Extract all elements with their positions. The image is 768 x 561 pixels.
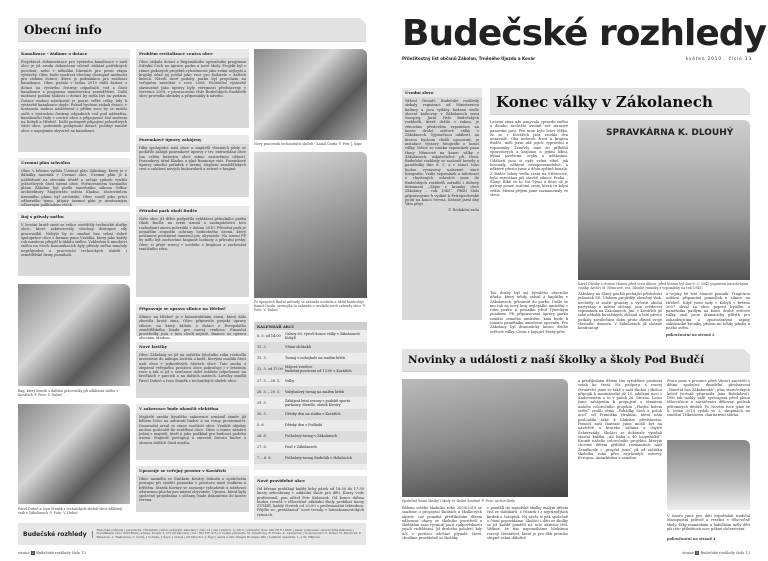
imprint — [18, 523, 366, 545]
school-text: Proto jsme v prosinci před Vánoci nacvičili s dětmi společné divadelní představení „Vánoční hra Zákolanská“, plus staročeských koled (scénář připravila Jana Bohdalová). Děti tak mohly nalít vystoupení před plnou tělocvičnou a návštěvníci děkovný potlesk přítomných diváků. Po Novém roce jsme se 6. ledna 2010 vydali ve 2. skupinách na tradiční Tříkrálovou charitativní sbírku. — [667, 379, 750, 418]
imprint-text: Budečské rozhledy | periodicita: čtvrtletník | místo vydávání: Zákolany | číslo 13 | den vydání 5. 5. 2010 | evidenční číslo: MK ČR E 19566 | název vydavatele: Obecní úřad Zákolany | identifikační číslo: 00818640 | adresa: Kováry 3, 273 28 Zákolany | tel.: 602 837 975 | k vydání připravili: M. Armstrong, R. Erban, K. Langerová | ve spolupráci: V. Dubeč, H. Miroková, P. Bekešová, L. Waldeková, V. Černý, J. Votípka, J. Šupr, J. Dobeš | Art Director: J. Šupr | sazba a tisk: Integra Boutique 080 | redakční uzávěrka: 1. a 30. Häjková — [96, 527, 362, 539]
calendar-event — [285, 356, 345, 360]
calendar-event — [285, 412, 341, 416]
event-note: Kobylí — [285, 335, 296, 340]
calendar-date: 7. – 8. 8. — [257, 456, 272, 461]
calendar-row — [254, 375, 367, 386]
calendar-date: 5. 6. — [257, 423, 265, 428]
photo-kids — [402, 379, 568, 497]
photo-three-kings — [667, 440, 750, 510]
photo-caption: Společné hraní školky i školy ve školní družině ® Foto: archiv školy — [402, 499, 516, 503]
calendar-event — [285, 423, 322, 427]
event-name: Dětský den na statku v Kovářích — [285, 412, 341, 417]
calendar-event — [285, 390, 344, 394]
lead-col4 — [666, 292, 750, 342]
article-title: Problém revitalizace centra obce — [136, 49, 249, 58]
lead-text: a vojsky 66 letá činnost pomník. Tragickou událost připomíná pomníček u silnice na Hřebeč. Když jsem tady v Kobylí v květnu 2007 slíval za obec poprvé kytičku u pamětníku padlým na konci druhé světové války, znal jsem dramatický příběh pro zahanbujícími a zpustošenými zápisy zakolanské kroniky, přitom mi tehdy jakoby a jiného světa. — [666, 292, 750, 331]
event-name: Zahájení letní sezony v podobě sportu — [285, 398, 351, 403]
article-text: Obec v březnu vydala Územní plán Zákolany, který je v dálnilky nazvánk v Územní obci. Územní plán je k nahlédnutí na obecním úřadě a určuje způsob využití jednotlivých částí území obce. Pořizovatelem územního plánu Zákolan byl podle stavebního zákona Odbor architektury Magistrátu města Kladna, zhotovitelem územního plánu byl architekt. Obec soudí jako práci odborného týmu, přijatý územní plán je nezávazným odborným podkladem všech. — [21, 169, 127, 208]
photo-snow-tractor — [18, 284, 130, 386]
intro-box — [402, 88, 482, 320]
calendar-row — [254, 420, 367, 431]
article-text: Obec nasměla se Statkem Kováry dohodu o společném postupu při využití pozemku v prostoru mezi statkem a hřištěm. Statek Kováry se zavazuje vybudovat a udržovat odstavnou plochu pro místní obyvatele. Úprava, která byla společně projednána s občany, bude dokončena do konce června. — [139, 477, 246, 503]
calendar-title: KALENDÁŘ AKCÍ — [254, 322, 367, 330]
calendar-row — [254, 442, 367, 453]
event-name: Pouť v Zákolanech — [285, 445, 317, 450]
school-text: a předškolním dětem tím vytváříme pozitivní vztah ke čtení. Na podporu a rozvoj čtenářství jsme se také s naší školou i školou připojili k mezinárodní již 10. jubilejní noci s Andersenem a to v pátek 26. března. Letos jsme zahájením k propojení s tématem našeho celoročního projektu „Plavba kolem světa“ zvolili téma „Pohádky časů a poloh nocí“ od Františka Hrubína, která nám posloužila také k hlubším představám. Pomocí naší fantazie jsme mohli být na návštěvě u krutého sultána a chytré Šeherezády. Školáci se dokonale vyrobili vlastní knížku „Ali Baba a 40 loupežníků“. Kromě našeho celoročního projektu, kterým chceme dětem přiblížit rozmanitost naší Zeměkoule i „proplul jsme“ již od začátku školního roku přes nejrůznější ostrovy, Evropou, Antarktidou a zeměmi. — [578, 379, 662, 461]
calendar-date: 15. 5. — [257, 345, 267, 350]
masthead — [402, 13, 767, 72]
calendar-date: 26. 6. — [257, 434, 267, 439]
event-calendar — [254, 322, 367, 470]
article-lavicky — [136, 342, 249, 398]
event-name: Turnaj v nohejbale na malém hřišti — [285, 356, 346, 361]
photo-workers — [18, 404, 130, 504]
article-kovare — [136, 466, 249, 512]
calendar-row — [254, 330, 367, 342]
new-events — [254, 476, 367, 520]
calendar-row — [254, 353, 367, 364]
school-header — [402, 349, 750, 372]
page-issue: Budečské rozhledy číslo 13 — [700, 551, 750, 555]
calendar-date: 28. 5. – 29. 5. — [257, 389, 281, 394]
event-name: Volby — [285, 378, 295, 383]
event-name: Fotbalový turnaj v Zákolanech — [285, 434, 338, 439]
calendar-row — [254, 364, 367, 376]
school-text: v pondělí do mateřské školky malým dětem číst ze slabikářů, z čítanek i z nejrůznějších knížek a časopisů. Na závěr si pak společně o čtení popovídáme. Školáci i děti ze školky se již každé pondělí na tuto aktivitu těší. Věříme, že tím napomáháme hlubšímu rozvoji čtenářství, které je pro děti prvního stupně velmi důležité — [487, 506, 568, 541]
page-num: 3 — [695, 551, 699, 555]
page-label: strana — [18, 551, 30, 555]
intro-text: Vážení čtenáři, Budečské rozhledy získaly registraci od Ministerstva kultury a jsou vydány hodnou vedle obecní knihovny v Zákolanech mezi časopisy. Jarní číslo Budečských rozhledů, které držíte v rukou, je věnováno především vzpomínce na konec druhé světové války v Zákolanech. Výjimečnou událostí, na kterou bychom chtěli upozornit, je instalace výstavy fotografií o konci války. Velice se vzniku vzpomínek pana Hany Němcové na konec války v Zákolanech, uskutečněné při čtení. Budečské rozhledy se zaslouží besedy a pamětníky dne 8. 5. a v rámci toho budou vystaveny nalezené staré fotografie. Vedle vzpomínek a informací o chystaných oslavách jsme do Budečských rozhledů zařadili i dobový dokument „Zápis z kroniky obce Zákolany – rok 1945“. Příští číslo připravujeme k vydání k Petropavlovské pouti na konci června. Krásné jarní dny Vám přeje — [405, 99, 479, 207]
article-text: Projektová dokumentace pro výstavbu kanalizace v naší obci je již aruda dokončena včetně získání potřebných povolení, nebo v několika hlavních pro první etapu výstavby. Obec bude využívat všechny dostupné možnosti pro získání dotace, které je podmínkou pro realizaci kanalizace. Obec podala v lednu 2010 další žádost o dotaci na výstavbu čistírny odpadních vod a části kanalizace z programu ministerstva zemědělství. Další možnost podání žádosti o dotaci by měla být na podzim. Dotace mohou nárokovat je pouze velké celky, kdy k výstavbě kanalizace dojde. Pokud bychom získali dotaci, v horizontu mohou následovat s přítím roce by se mohlo začít s výstavbou čistírny odpadních vod pod nádražím, kanalizační řady v centru obce a připojovací řad směrem na Kobylí a Hřebeč. Další postupně připojení jednotlivých částí obce, podmínek poskytnutí dotací, počítají mnohé obce s napojením obyvatel na kanalizaci. — [21, 60, 127, 133]
school-text: Během celého školního roku 2009/2010 se snažíme o propojení školních a školkových aktivit, což pomáhá předškolním dětem odbourat obavy ze školního prostředí a školákům zase vyvinutí pocit zodpovědnosti jejich vzdělávání. Již druhého pololetí, kdy učí v prvňáci odchází plynulé čtení, chodíme pravidelně se školáky — [402, 506, 482, 541]
article-title: Pozemkové úpravy zahájeny — [136, 135, 249, 144]
article-kanalizace — [18, 49, 130, 152]
calendar-event — [285, 434, 337, 438]
calendar-event — [285, 456, 352, 460]
calendar-date: 8. 5. od 14:00 — [257, 333, 281, 338]
issue-info: květen 2010 . číslo 13 — [685, 56, 752, 61]
article-title: Územní plán schválen — [18, 158, 130, 167]
masthead-title: Budečské rozhledy — [402, 13, 767, 54]
photo-caption: Karel Dlouhý s dcerou Hanou před svou dílnou, před kterou byl dne 8. 5. 1945 popraven nacistickými vojáky. Archiv H. Němcové, roz. Dlouhé (snímky z vzpomínky na rok 1945) — [578, 282, 749, 290]
article-title: Přírodní park okolí Budče — [136, 206, 249, 215]
calendar-date: 30. 5. — [257, 412, 267, 417]
article-elektrina — [136, 404, 249, 460]
event-name: Fotbalový turnaj Budečák v Holubicích — [285, 456, 352, 461]
calendar-row — [254, 409, 367, 420]
calendar-date: 27. 5. – 28. 5. — [257, 378, 281, 383]
article-uzemni-plan — [18, 158, 130, 206]
section-header — [18, 18, 366, 42]
lead-title: Konec války v Zákolanech — [496, 93, 713, 111]
article-text: Silnice na Hřebeč je v katastrofálním stavu, který dále zhoršila krutá zima. Obec připravila projekt opravy silnice, na který žádala o dotaci z Evropského zemědělského fondu pro rozvoj venkova. Finanční prostředky jsou v tuto chvíli nejisté, finance na opravu obecním úřadem. — [139, 315, 246, 341]
lead-header — [490, 88, 750, 115]
intro-title: Úvodní slovo — [402, 88, 482, 97]
continued-link[interactable]: pokračování na straně 2 — [666, 333, 715, 337]
photo-caption: Nový pracovník technických služeb - Kamil Čurda ® Petr J. Šupr — [254, 142, 362, 146]
article-title: Upravuje se veřejný prostor v Kovářích — [136, 466, 249, 475]
article-title: Nové lavičky — [136, 342, 249, 351]
photo-portrait — [254, 49, 367, 140]
calendar-row — [254, 386, 367, 397]
lead-text: Letošní zima nás nanyvala opravdu sněhu a dlouho nechtěla uvolnit své mrazivé panování jaru. Pro mne bylo letos těžko, že se v Kovářích jara zrodila dva nezávislé. Oba milovali život a krajinu Budče, měli jsem rád jejich vyprávění a vzpomínky. Zemřely mne do příběhů opravdových a krajinou a jejími lidmi, jejími pověstmi, zvyky a událostmi. Událostí jsou si opět velmi silné, jak hovoraly, některé nezapomenutelné, a některé přesto jsme z dějin zpětně konala. Z Budče tehdy vedla cesta na Střetovice, byla rozvrtána při stavbě silnice Praha – Slaný. Říká se tu Na Týnci a dnes už je patrný pouze rozlomí cesty, která tu kdysi vedla. Místní příjem jsme zaznamenaly ve slova. — [490, 120, 568, 198]
school-text: V únoru jsme pro děti uspořádali tradiční Masopustní průvod a veselici v tělocvičně školy. Díky maminkám a babičkám měly děti při této příležitosti moc pěkné občerstvení. — [667, 514, 750, 531]
calendar-event — [285, 332, 360, 340]
article-snih — [18, 212, 130, 276]
article-text: Díky spolupráci naší obce a majitelů vlastních půdy se podařilo zahájit pozemkové úpravy v tzv. extravilánu obce (na celém katastru obce mimo zastavěnou oblast). Pozemkový úřad Kladno a plně financuje stát. Pozemkové úpravy umožní pořádek v území, zlepšení zemědělských cest a založení nových biokoridorů a zeleně v krajině. — [139, 146, 246, 172]
calendar-event — [285, 399, 350, 407]
calendar-row — [254, 431, 367, 442]
article-text: V letošní krutě zimě se velice osvědčily technické služby obce, které zaktivizovaly všechny dostupné síly pracovníků. Nebylo by to snadné bez velmi dobré spolupráce obce s farmou pana Vrabíka, který jako každý rok mnohem přispěl k úklidu sněhu. Vzhledem k množství sněhu na všech komunikacích byly přívaly sněhu mnohdy neprůjezdné a pracovníci technických služeb i zemědělské firmy pomáhali. — [21, 223, 127, 258]
calendar-row — [254, 397, 367, 409]
article-text: Od března probíhají každý lichý pátek od 16:30 do 17:30 kurzy sebeobrany v základní škole pro děti. Kurzy vede profesionál, pan učitel Petr Kalousek. Od konce dubna budou rovněž v tělocvičně základní školy probíhat kurzy ZUMBY, každý čtvrtek od 20:00 s profesionální lektorkou. Přijďte se „protáhnout“ nové trendy, v latinskoamerických rytmech. — [257, 487, 364, 517]
photo-workshop — [578, 120, 750, 280]
intro-signature: © Redakční rada — [447, 208, 479, 213]
article-title: Nové pravidelné akce — [254, 476, 367, 485]
calendar-event — [285, 379, 294, 383]
lead-text: Zákolany na Slaný použili prchající příslušníci jednotek SS. Útokem projíždějí obrněný vlak, nechtěly si zničit granáty a vyčistit okolní partyzány a místní občany, jsou svědectví vzpomínek na Zakolanech. Jiní, v Kovářích již také několik kovářských občanů a lidé přesto potkaly poválečnou dobu proto důvod svoje vlastního domova. V Zákolanech již občané konfrontují — [578, 292, 662, 331]
article-text: Obec získala dotaci z Regionálního operačního programu Střední Čech na úpravu parku u nové školy. Projekt byl v rámci podaných projektů vyhodnocen jako velmi nejlepší a krajský úřad jej poslal jako vzor pro žadatele v dalších kolech. Návrh nové podoby parku byl projednán na veřejném zasedání v roce 2008. Počáteční výstavbě slavnostně jako úpravy byly veřejnosti představeny v červenci 2009, v prosincovém čísle Budečských Rozhledů obec provedla obrázky a připomínky k návrhu. — [139, 60, 246, 99]
calendar-date: 22. 5. od 17:00 — [257, 367, 283, 372]
school-title: Novinky a události z naší školky a školy Pod Budčí — [408, 354, 705, 366]
article-revitalizace — [136, 49, 249, 128]
calendar-event — [285, 365, 352, 373]
calendar-row — [254, 342, 367, 353]
event-name: Vítání občánků — [285, 345, 311, 350]
article-silnice — [136, 304, 249, 341]
article-prirodni-park — [136, 206, 249, 297]
page-label: strana — [682, 551, 694, 555]
lead-text: Tou druhý byl asi bývalého obecního úřadu, který tehdy stával a kapličky v Zákolanech, přesunut do parku. Došlo se mu tak na nový kraj nejlepšího umístění v rohu parku u pomníku před Týneckým potokem. Při připravovaní úpravy parku vzniklo cenného umístění, kam bude k tomuto pamětníku umisťovat upevněn. Pro Zákolany byl dramatický konec druhé světové války. Cesta z bojující Prahy přes — [490, 291, 568, 334]
photo-caption: Bag, který hravili s dalšími pracovníky při odklízení sněhu v Kovářích ® Foto: V. Dubeč — [18, 389, 119, 397]
masthead-subtitle: Příležitostný list občanů Zákolan, Trněného Újezdu a Kovár — [402, 56, 536, 61]
article-title: V zakovrace bude ukončit elektřina — [136, 404, 249, 413]
calendar-event — [285, 345, 311, 349]
event-note: parkoury, divadlo, statek Kováry — [285, 402, 341, 407]
section-title: Obecní info — [24, 23, 102, 37]
event-name: Oslavy 65. výročí konce války v Zákolanech — [285, 331, 360, 336]
page-number — [682, 551, 750, 555]
calendar-date: 29. 5. — [257, 400, 267, 405]
photo-caption: Po úpravách školní zahrady se zahrada uvolnila a úklid kontroluje Kamil Čurda, sestrojila tu zahradu a uvolnila nově zahrady obce ® Foto: V. Dubeč — [254, 300, 366, 312]
article-pozemkove-upravy — [136, 135, 249, 197]
event-note: hudební posvícení od 13:00 v Kovářích — [285, 369, 352, 374]
photo-sign-text: SPRAVKÁRNA K. DLOUHÝ — [606, 128, 734, 138]
page-num: 2 — [31, 551, 35, 555]
photo-caption: Pavel Dubeč a Ivan Staněk z technických služeb obce odklízejí sníh v Zákolanech ® Foto: V. Dubeč — [18, 507, 123, 515]
calendar-date: 15. 5. — [257, 356, 267, 361]
calendar-row — [254, 453, 367, 464]
article-title: Připravuje se oprava silnice na Hřebeč — [136, 304, 249, 313]
page-number — [18, 551, 86, 555]
page-issue: Budečské rozhledy číslo 13 — [36, 551, 86, 555]
event-name: Májová veselice — [285, 365, 313, 370]
event-name: Dětský den v Podbabí — [285, 423, 323, 428]
event-name: Volejbalový turnaj na malém hřišti — [285, 389, 345, 394]
article-text: Naše obec již dříve podpořila vyhlášení přírodního parku Okolí Budče na svém území a zastupitelstvo toto rozhodnutí znovu potvrdilo v dubnu 2010. Přírodní park je nejnižším stupněm ochrany hodnotného území, který nestanoví podstatné omezení pro obyvatele. Na území PP by mělo být zachováno krajinné hodnoty a přírodní prvky. Obec si přeje rozvoj v souladu s krajinou a zachování tradičního rázu. — [139, 217, 246, 252]
calendar-date: 27. 6. — [257, 445, 267, 450]
imprint-logo: Budečské rozhledy — [18, 531, 93, 538]
article-title: Boj s přívaly sněhu — [18, 212, 130, 221]
photo-trees — [254, 152, 367, 298]
continued-link[interactable]: pokračování na straně 4 — [667, 537, 716, 541]
calendar-event — [285, 445, 317, 449]
article-text: Obec Zákolany se již na začátku letošního roku rozhodla investovat do nákupu laviček a košů, kterými osadila části naší obce v jednotlivých částech obce. Tato snaha o zlepšení veřejného prostoru obce pokračuje i v letošním roce a tak si již v současné době můžete odpočinout na lavičkách v parcích a na dalších místech. Lavičky osadili Pavel Dubeč a Ivan Staněk z technických služeb obce. — [139, 353, 246, 383]
article-text: Majitelé areálu bývalého zakovrace oznámil záměr již během letos na zahrnutí budov a na vstup prostranství. Dosavadní areál se stane součástí obce. Vzniklé objekty mohou posloužit ke rozšíření obce. Obec o tomto záměru jedná s majiteli, kteří ji jako podklad pro budoucí podobu území. Majitelé postupují a zároveň čistotu budov a obnovu dalších částí areálu. — [139, 415, 246, 445]
article-title: Kanalizace - žádáme o dotace — [18, 49, 130, 58]
